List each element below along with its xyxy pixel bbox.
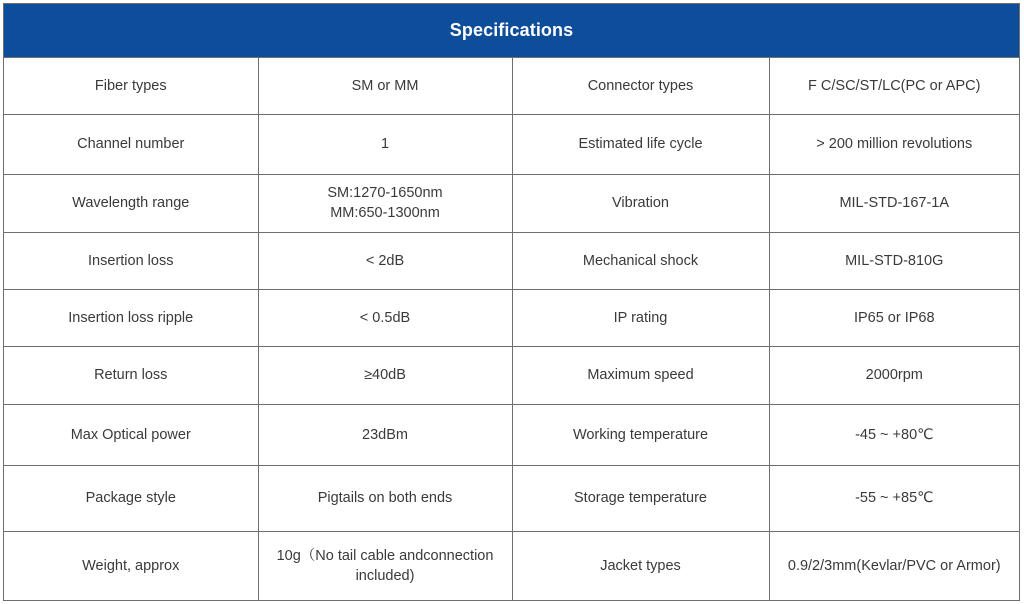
spec-value: MIL-STD-810G <box>769 232 1019 289</box>
table-row <box>4 404 1019 465</box>
spec-label: Package style <box>4 465 258 531</box>
spec-label: Maximum speed <box>512 346 769 404</box>
table-title: Specifications <box>4 4 1019 58</box>
spec-label: Weight, approx <box>4 531 258 600</box>
table-row <box>4 58 1019 114</box>
spec-value: < 2dB <box>258 232 512 289</box>
spec-value: > 200 million revolutions <box>769 114 1019 174</box>
table-row <box>4 232 1019 289</box>
spec-grid <box>4 58 1019 600</box>
table-row <box>4 114 1019 174</box>
spec-label: Fiber types <box>4 58 258 114</box>
spec-value: 2000rpm <box>769 346 1019 404</box>
spec-label: Estimated life cycle <box>512 114 769 174</box>
spec-value: -55 ~ +85℃ <box>769 465 1019 531</box>
spec-label: Max Optical power <box>4 404 258 465</box>
spec-label: Insertion loss <box>4 232 258 289</box>
spec-value: < 0.5dB <box>258 289 512 346</box>
spec-value: 10g（No tail cable andconnection included) <box>258 531 512 600</box>
spec-label: Storage temperature <box>512 465 769 531</box>
table-row <box>4 531 1019 600</box>
spec-label: Vibration <box>512 174 769 232</box>
spec-label: Channel number <box>4 114 258 174</box>
spec-value: -45 ~ +80℃ <box>769 404 1019 465</box>
spec-value: IP65 or IP68 <box>769 289 1019 346</box>
spec-value: 23dBm <box>258 404 512 465</box>
table-row <box>4 346 1019 404</box>
spec-label: Return loss <box>4 346 258 404</box>
spec-label: Wavelength range <box>4 174 258 232</box>
table-row <box>4 174 1019 232</box>
table-row <box>4 289 1019 346</box>
spec-label: Insertion loss ripple <box>4 289 258 346</box>
spec-label: Jacket types <box>512 531 769 600</box>
spec-value: F C/SC/ST/LC(PC or APC) <box>769 58 1019 114</box>
spec-value: SM:1270-1650nm MM:650-1300nm <box>258 174 512 232</box>
spec-value: 1 <box>258 114 512 174</box>
specifications-table <box>3 3 1020 601</box>
spec-label: Mechanical shock <box>512 232 769 289</box>
spec-value: Pigtails on both ends <box>258 465 512 531</box>
spec-label: IP rating <box>512 289 769 346</box>
spec-value: SM or MM <box>258 58 512 114</box>
spec-label: Working temperature <box>512 404 769 465</box>
spec-value: MIL-STD-167-1A <box>769 174 1019 232</box>
spec-value: ≥40dB <box>258 346 512 404</box>
spec-value: 0.9/2/3mm(Kevlar/PVC or Armor) <box>787 557 1001 574</box>
table-row <box>4 465 1019 531</box>
spec-label: Connector types <box>512 58 769 114</box>
